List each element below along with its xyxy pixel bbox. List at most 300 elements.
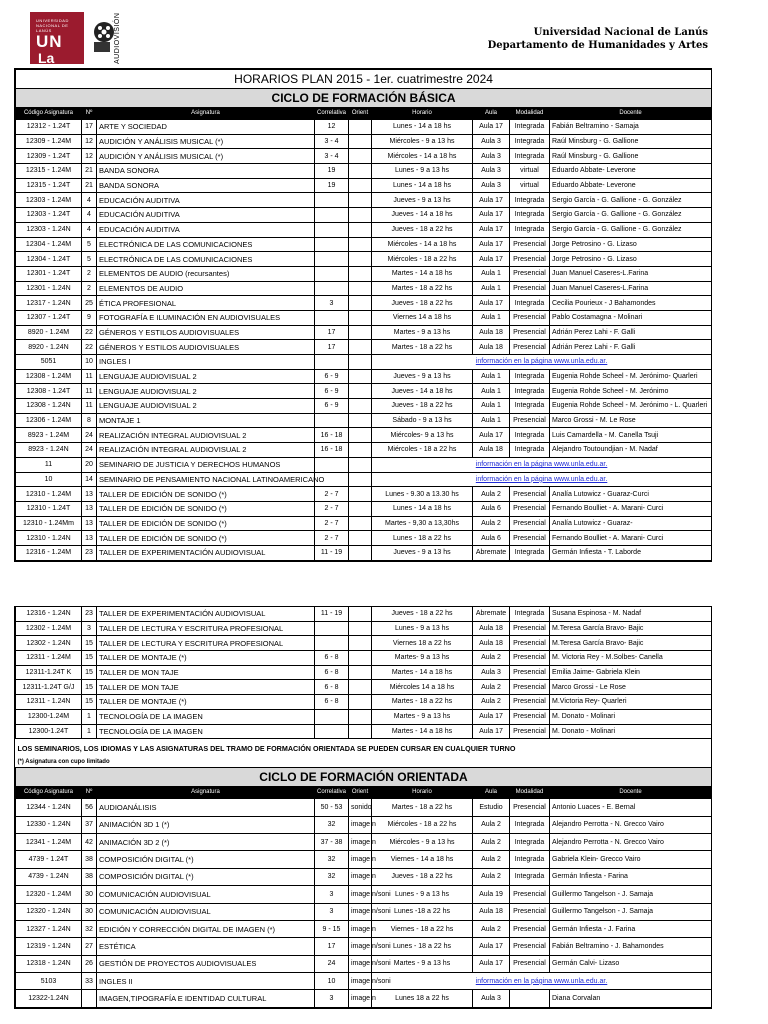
cell-number: 38 <box>82 868 97 885</box>
cell-number: 20 <box>82 457 97 472</box>
cell-modality: Presencial <box>510 516 550 531</box>
table-row <box>16 399 712 414</box>
cell-modality: Integrada <box>510 545 550 560</box>
cell-schedule: Jueves - 18 a 22 hs <box>372 399 473 414</box>
cell-orient: image n <box>349 990 372 1007</box>
cell-room: Aula 18 <box>473 443 510 458</box>
cell-teacher: M.Teresa García Bravo- Bajic <box>550 636 712 651</box>
cell-orient <box>349 545 372 560</box>
cell-correlative: 10 <box>315 973 349 990</box>
cell-subject: AUDIOANÁLISIS <box>97 799 315 816</box>
cell-code: 12303 - 1.24T <box>16 208 82 223</box>
cell-modality: Presencial <box>510 955 550 972</box>
cell-room: Aula 2 <box>473 695 510 710</box>
cell-code: 5051 <box>16 355 82 370</box>
cell-orient: image n/soni <box>349 955 372 972</box>
cell-teacher: M. Victoria Rey - M.Solbes- Canella <box>550 651 712 666</box>
cell-room: Aula 2 <box>473 851 510 868</box>
cell-room: Aula 17 <box>473 709 510 724</box>
cell-code: 12311-1.24T K <box>16 665 82 680</box>
cell-number: 22 <box>82 325 97 340</box>
cell-subject: TALLER DE MON TAJE <box>97 665 315 680</box>
cell-teacher: Cecilia Pourieux - J Bahamondes <box>550 296 712 311</box>
col-header-room: Aula <box>473 108 510 120</box>
cell-subject: TALLER DE LECTURA Y ESCRITURA PROFESIONAL <box>97 621 315 636</box>
cell-subject: IMAGEN,TIPOGRAFÍA E IDENTIDAD CULTURAL <box>97 990 315 1007</box>
cell-schedule: Miércoles - 14 a 18 hs <box>372 149 473 164</box>
cell-modality: Presencial <box>510 709 550 724</box>
cell-correlative <box>315 724 349 739</box>
cell-correlative: 9 - 15 <box>315 920 349 937</box>
cell-number: 25 <box>82 296 97 311</box>
cell-teacher: Emilia Jaime- Gabriela Klein <box>550 665 712 680</box>
table-row <box>16 636 712 651</box>
cell-modality: Integrada <box>510 443 550 458</box>
cell-orient <box>349 665 372 680</box>
cell-modality: virtual <box>510 164 550 179</box>
cell-code: 10 <box>16 472 82 487</box>
cell-schedule: Miércoles - 18 a 22 hs <box>372 443 473 458</box>
table-row <box>16 266 712 281</box>
cell-teacher: Eugenia Rohde Scheel - M. Jerónimo <box>550 384 712 399</box>
cell-correlative <box>315 222 349 237</box>
cell-teacher: Alejandro Perrotta - N. Grecco Vairo <box>550 816 712 833</box>
cell-teacher: Germán Calvi- Lizaso <box>550 955 712 972</box>
cell-room: Aula 1 <box>473 369 510 384</box>
col-header-teacher: Docente <box>550 787 712 799</box>
table-row <box>16 428 712 443</box>
cell-correlative: 6 - 9 <box>315 369 349 384</box>
table-row <box>16 178 712 193</box>
cell-teacher: Germán Infiesta - Farina <box>550 868 712 885</box>
cell-schedule: Jueves - 18 a 22 hs <box>372 222 473 237</box>
cell-teacher: Eugenia Rohde Scheel - M. Jerónimo- Quarleri <box>550 369 712 384</box>
cell-orient <box>349 680 372 695</box>
table-row <box>16 724 712 739</box>
cell-orient <box>349 413 372 428</box>
cell-correlative: 3 <box>315 886 349 903</box>
cell-orient <box>349 443 372 458</box>
basic-cycle-table-continued <box>15 606 712 1008</box>
cell-teacher: Guillermo Tangelson - J. Samaja <box>550 903 712 920</box>
cell-schedule: Viernes 14 a 18 hs <box>372 310 473 325</box>
cell-correlative <box>315 310 349 325</box>
cell-room: Abremate <box>473 545 510 560</box>
cell-orient <box>349 369 372 384</box>
col-header-orient: Orient <box>349 787 372 799</box>
cell-subject: ELEMENTOS DE AUDIO (recursantes) <box>97 266 315 281</box>
table-row <box>16 208 712 223</box>
cell-code: 12303 - 1.24M <box>16 193 82 208</box>
cell-modality: Integrada <box>510 428 550 443</box>
cell-teacher: Guillermo Tangelson - J. Samaja <box>550 886 712 903</box>
cell-code: 12319 - 1.24N <box>16 938 82 955</box>
cell-subject: COMPOSICIÓN DIGITAL (*) <box>97 868 315 885</box>
table-row <box>16 310 712 325</box>
cell-correlative: 3 - 4 <box>315 149 349 164</box>
cell-number: 17 <box>82 120 97 135</box>
cell-code: 12316 - 1.24M <box>16 545 82 560</box>
cell-schedule: Martes - 14 a 18 hs <box>372 724 473 739</box>
cell-teacher: Germán Infiesta - J. Farina <box>550 920 712 937</box>
cell-code: 12311 - 1.24M <box>16 651 82 666</box>
cell-code: 12302 - 1.24N <box>16 636 82 651</box>
cell-number: 10 <box>82 355 97 370</box>
cell-code: 8923 - 1.24N <box>16 443 82 458</box>
cell-number: 15 <box>82 651 97 666</box>
cell-modality: Integrada <box>510 149 550 164</box>
cell-number: 2 <box>82 266 97 281</box>
col-header-correlative: Correlativa <box>315 108 349 120</box>
cell-teacher: M.Victoria Rey- Quarleri <box>550 695 712 710</box>
unla-website-link[interactable]: información en la página www.unla.edu.ar. <box>372 355 712 370</box>
cell-teacher: Eduardo Abbate- Leverone <box>550 178 712 193</box>
table-row <box>16 695 712 710</box>
cell-room: Aula 2 <box>473 516 510 531</box>
cell-teacher: Eduardo Abbate- Leverone <box>550 164 712 179</box>
cell-number: 11 <box>82 384 97 399</box>
cell-schedule: Lunes -18 a 22 hs <box>372 903 473 920</box>
cell-modality: Presencial <box>510 266 550 281</box>
turn-note: LOS SEMINARIOS, LOS IDIOMAS Y LAS ASIGNATURAS DEL TRAMO DE FORMACIÓN ORIENTADA SE PUEDEN CURSAR EN CUALQUIER TURNO <box>17 743 516 753</box>
cell-modality: Presencial <box>510 531 550 546</box>
column-header-row <box>16 108 712 120</box>
cell-orient <box>349 531 372 546</box>
cell-room: Aula 17 <box>473 252 510 267</box>
cell-subject: EDUCACIÓN AUDITIVA <box>97 222 315 237</box>
cell-teacher: Jorge Petrosino - G. Lizaso <box>550 252 712 267</box>
cell-number: 15 <box>82 665 97 680</box>
table-row <box>16 973 712 990</box>
basic-cycle-sheet <box>14 68 712 562</box>
cell-code: 12301 - 1.24T <box>16 266 82 281</box>
cell-subject: TALLER DE EDICIÓN DE SONIDO (*) <box>97 516 315 531</box>
cell-subject: LENGUAJE AUDIOVISUAL 2 <box>97 384 315 399</box>
cell-code: 11 <box>16 457 82 472</box>
page-header <box>0 0 768 68</box>
col-header-teacher: Docente <box>550 108 712 120</box>
cell-code: 12311 - 1.24N <box>16 695 82 710</box>
cell-schedule: Miércoles - 9 a 13 hs <box>372 134 473 149</box>
cell-orient: image n/soni <box>349 886 372 903</box>
table-row <box>16 990 712 1007</box>
cell-teacher: Fabián Beltramino - Samaja <box>550 120 712 135</box>
cell-modality: Integrada <box>510 120 550 135</box>
cell-modality: Presencial <box>510 310 550 325</box>
cell-orient <box>349 636 372 651</box>
cell-teacher: M. Donato - Molinari <box>550 709 712 724</box>
cell-room: Aula 17 <box>473 428 510 443</box>
cell-orient <box>349 310 372 325</box>
unla-website-link[interactable]: información en la página www.unla.edu.ar. <box>372 457 712 472</box>
cell-room: Aula 1 <box>473 310 510 325</box>
cell-modality: Integrada <box>510 296 550 311</box>
cell-schedule: Martes - 18 a 22 hs <box>372 799 473 816</box>
cell-orient <box>349 252 372 267</box>
cell-correlative: 11 - 19 <box>315 607 349 622</box>
cell-code: 12310 - 1.24M <box>16 487 82 502</box>
cell-number: 11 <box>82 369 97 384</box>
cell-orient <box>349 208 372 223</box>
cell-orient: image n/soni <box>349 903 372 920</box>
cell-schedule: Miércoles - 18 a 22 hs <box>372 252 473 267</box>
cell-orient <box>349 134 372 149</box>
cell-modality: Presencial <box>510 886 550 903</box>
cell-correlative: 17 <box>315 340 349 355</box>
unla-website-link[interactable]: información en la página www.unla.edu.ar. <box>372 973 712 990</box>
basic-cycle-sheet-continued <box>14 606 712 1009</box>
cell-room: Aula 2 <box>473 651 510 666</box>
cell-modality: Presencial <box>510 325 550 340</box>
cell-room: Aula 2 <box>473 920 510 937</box>
cell-teacher: Fabián Beltramino - J. Bahamondes <box>550 938 712 955</box>
cell-schedule: Lunes - 14 a 18 hs <box>372 178 473 193</box>
cell-orient <box>349 149 372 164</box>
cell-correlative: 6 - 9 <box>315 399 349 414</box>
cell-teacher: Sergio García - G. Gallione - G. González <box>550 222 712 237</box>
cell-room: Aula 2 <box>473 816 510 833</box>
cell-orient <box>349 164 372 179</box>
cell-orient: sonido <box>349 799 372 816</box>
cell-modality: Integrada <box>510 816 550 833</box>
col-header-room: Aula <box>473 787 510 799</box>
cell-subject: INGLES II <box>97 973 315 990</box>
cell-schedule: Lunes - 14 a 18 hs <box>372 501 473 516</box>
cell-number: 32 <box>82 920 97 937</box>
cell-schedule: Jueves - 18 a 22 hs <box>372 607 473 622</box>
cell-orient <box>349 501 372 516</box>
cell-subject: ÉTICA PROFESIONAL <box>97 296 315 311</box>
table-row <box>16 851 712 868</box>
cell-room: Aula 3 <box>473 990 510 1007</box>
cell-schedule: Lunes - 14 a 18 hs <box>372 120 473 135</box>
table-row <box>16 443 712 458</box>
cell-schedule: Jueves - 9 a 13 hs <box>372 369 473 384</box>
cell-number: 37 <box>82 816 97 833</box>
unla-logo <box>30 12 84 64</box>
cell-schedule: Lunes 18 a 22 hs <box>372 990 473 1007</box>
cell-modality: Presencial <box>510 636 550 651</box>
cell-code: 12327 - 1.24N <box>16 920 82 937</box>
cell-schedule: Martes - 9 a 13 hs <box>372 709 473 724</box>
cell-room: Aula 6 <box>473 501 510 516</box>
cell-modality: Integrada <box>510 208 550 223</box>
cell-modality: Integrada <box>510 833 550 850</box>
cell-modality: Presencial <box>510 920 550 937</box>
cell-correlative: 11 - 19 <box>315 545 349 560</box>
cell-orient <box>349 120 372 135</box>
cell-subject: REALIZACIÓN INTEGRAL AUDIOVISUAL 2 <box>97 428 315 443</box>
cell-number: 26 <box>82 955 97 972</box>
cell-orient <box>349 709 372 724</box>
cell-number: 13 <box>82 487 97 502</box>
cell-schedule: Martes - 14 a 18 hs <box>372 665 473 680</box>
university-title: Universidad Nacional de Lanús <box>533 27 708 38</box>
table-row <box>16 920 712 937</box>
cell-number: 15 <box>82 695 97 710</box>
cell-subject: SEMINARIO DE JUSTICIA Y DERECHOS HUMANOS <box>97 457 315 472</box>
cell-code: 12306 - 1.24M <box>16 413 82 428</box>
cell-schedule: Martes - 9 a 13 hs <box>372 325 473 340</box>
logo-la-text: La <box>38 50 55 66</box>
cell-subject: TALLER DE EXPERIMENTACIÓN AUDIOVISUAL <box>97 545 315 560</box>
cell-schedule: Viernes - 14 a 18 hs <box>372 851 473 868</box>
cell-subject: TALLER DE MON TAJE <box>97 680 315 695</box>
cell-schedule: Lunes - 9 a 13 hs <box>372 164 473 179</box>
cell-orient <box>349 193 372 208</box>
table-row <box>16 355 712 370</box>
audiovision-label: AUDIOVISIÓN <box>114 12 121 64</box>
cell-correlative <box>315 636 349 651</box>
col-header-number: Nº <box>82 108 97 120</box>
cell-number: 9 <box>82 310 97 325</box>
cell-number: 24 <box>82 428 97 443</box>
cell-teacher: Raúl Minsburg - G. Gallione <box>550 149 712 164</box>
cell-modality: Presencial <box>510 340 550 355</box>
cell-orient: image n <box>349 920 372 937</box>
cell-number: 22 <box>82 340 97 355</box>
cell-code: 12307 - 1.24T <box>16 310 82 325</box>
col-header-code: Código Asignatura <box>16 787 82 799</box>
cell-subject: TALLER DE EDICIÓN DE SONIDO (*) <box>97 487 315 502</box>
cell-correlative: 6 - 8 <box>315 651 349 666</box>
cell-teacher: Fernando Boulliet - A. Marani- Curci <box>550 531 712 546</box>
cell-code: 12304 - 1.24M <box>16 237 82 252</box>
cell-modality: Presencial <box>510 621 550 636</box>
cell-schedule: Lunes - 9.30 a 13.30 hs <box>372 487 473 502</box>
table-row <box>16 252 712 267</box>
cell-room: Aula 6 <box>473 531 510 546</box>
cell-subject: BANDA SONORA <box>97 178 315 193</box>
cell-teacher: Analía Lutowicz - Guaraz- <box>550 516 712 531</box>
cell-correlative: 50 - 53 <box>315 799 349 816</box>
cell-correlative: 16 - 18 <box>315 443 349 458</box>
cell-room: Aula 18 <box>473 636 510 651</box>
cell-orient: image n/soni <box>349 973 372 990</box>
cell-subject: REALIZACIÓN INTEGRAL AUDIOVISUAL 2 <box>97 443 315 458</box>
cell-orient <box>349 237 372 252</box>
cell-correlative <box>315 237 349 252</box>
cell-code: 8920 - 1.24N <box>16 340 82 355</box>
cell-correlative: 32 <box>315 868 349 885</box>
cell-correlative: 2 - 7 <box>315 487 349 502</box>
cell-room: Aula 17 <box>473 222 510 237</box>
cell-subject: LENGUAJE AUDIOVISUAL 2 <box>97 399 315 414</box>
cell-modality: Presencial <box>510 680 550 695</box>
table-row <box>16 903 712 920</box>
cell-teacher: Fernando Boulliet - A. Marani- Curci <box>550 501 712 516</box>
cell-schedule: Sábado - 9 a 13 hs <box>372 413 473 428</box>
table-row <box>16 193 712 208</box>
cell-code: 12310 - 1.24Mm <box>16 516 82 531</box>
cell-number: 1 <box>82 724 97 739</box>
table-row <box>16 369 712 384</box>
cell-room: Aula 17 <box>473 724 510 739</box>
cell-number: 21 <box>82 164 97 179</box>
cell-orient: image n <box>349 851 372 868</box>
basic-cycle-rows <box>16 120 712 561</box>
cell-number: 27 <box>82 938 97 955</box>
cell-subject: MONTAJE 1 <box>97 413 315 428</box>
cell-correlative: 6 - 8 <box>315 695 349 710</box>
cell-correlative: 37 - 38 <box>315 833 349 850</box>
cell-correlative <box>315 208 349 223</box>
col-header-modality: Modalidad <box>510 787 550 799</box>
cell-code: 12311-1.24T G/J <box>16 680 82 695</box>
cell-number: 12 <box>82 134 97 149</box>
cell-teacher: Eugenia Rohde Scheel - M. Jerónimo - L. Quarleri <box>550 399 712 414</box>
cell-subject: ESTÉTICA <box>97 938 315 955</box>
cell-code: 12302 - 1.24M <box>16 621 82 636</box>
cell-number: 13 <box>82 516 97 531</box>
table-row <box>16 709 712 724</box>
cell-code: 12301 - 1.24N <box>16 281 82 296</box>
cell-modality: virtual <box>510 178 550 193</box>
cell-orient <box>349 399 372 414</box>
cell-teacher: M.Teresa García Bravo- Bajic <box>550 621 712 636</box>
cell-modality: Integrada <box>510 369 550 384</box>
table-row <box>16 340 712 355</box>
cell-orient <box>349 384 372 399</box>
cell-teacher: Marco Grossi - Le Rose <box>550 680 712 695</box>
cell-subject: COMPOSICIÓN DIGITAL (*) <box>97 851 315 868</box>
table-row <box>16 222 712 237</box>
cell-orient <box>349 222 372 237</box>
cell-modality: Presencial <box>510 665 550 680</box>
cell-room: Aula 17 <box>473 237 510 252</box>
cell-correlative: 2 - 7 <box>315 516 349 531</box>
col-header-subject: Asignatura <box>97 787 315 799</box>
cell-orient <box>349 178 372 193</box>
cell-correlative: 3 - 4 <box>315 134 349 149</box>
cell-subject: AUDICIÓN Y ANÁLISIS MUSICAL (*) <box>97 134 315 149</box>
cell-code: 12315 - 1.24M <box>16 164 82 179</box>
cell-code: 12300-1.24T <box>16 724 82 739</box>
cell-room: Aula 2 <box>473 680 510 695</box>
cell-code: 12310 - 1.24T <box>16 501 82 516</box>
cell-orient <box>349 296 372 311</box>
logo-un-text: UN <box>36 32 63 51</box>
table-row <box>16 651 712 666</box>
cell-orient: image n <box>349 816 372 833</box>
cell-number: 38 <box>82 851 97 868</box>
cell-code: 12309 - 1.24T <box>16 149 82 164</box>
cell-number: 30 <box>82 903 97 920</box>
table-row <box>16 680 712 695</box>
cell-room: Aula 18 <box>473 621 510 636</box>
cell-schedule: Lunes - 9 a 13 hs <box>372 621 473 636</box>
unla-website-link[interactable]: información en la página www.unla.edu.ar. <box>372 472 712 487</box>
cell-correlative: 3 <box>315 296 349 311</box>
table-row <box>16 134 712 149</box>
cell-subject: GÉNEROS Y ESTILOS AUDIOVISUALES <box>97 340 315 355</box>
cell-code: 12304 - 1.24T <box>16 252 82 267</box>
cell-teacher: Gabriela Klein- Grecco Vairo <box>550 851 712 868</box>
cell-schedule: Martes - 18 a 22 hs <box>372 695 473 710</box>
cell-code: 12320 - 1.24N <box>16 903 82 920</box>
cell-code: 12341 - 1.24M <box>16 833 82 850</box>
cell-schedule: Lunes - 18 a 22 hs <box>372 531 473 546</box>
cell-room: Aula 2 <box>473 487 510 502</box>
cell-orient: image n/soni <box>349 938 372 955</box>
cell-number: 4 <box>82 222 97 237</box>
cell-code: 12320 - 1.24M <box>16 886 82 903</box>
cell-correlative: 19 <box>315 178 349 193</box>
cell-orient <box>349 607 372 622</box>
cell-orient <box>349 457 372 472</box>
cell-correlative: 2 - 7 <box>315 501 349 516</box>
table-row <box>16 487 712 502</box>
